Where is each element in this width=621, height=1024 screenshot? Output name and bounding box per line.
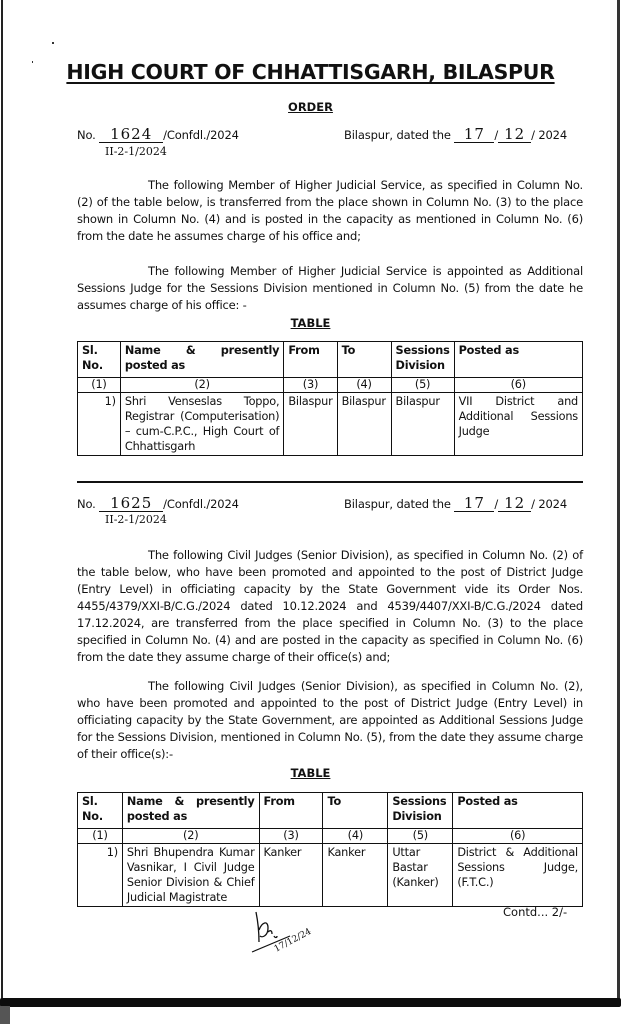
col-header-to: To (337, 342, 391, 378)
column-number-row (78, 829, 583, 844)
table-row (78, 844, 583, 907)
col-header-posted-as: Posted as (454, 342, 582, 378)
column-number: (4) (323, 829, 388, 844)
column-number: (1) (78, 378, 121, 393)
cell-to: Bilaspur (337, 393, 391, 456)
col-header-sl-no: Sl. No. (78, 342, 121, 378)
col-header-sessions-division: Sessions Division (388, 793, 453, 829)
handwritten-day: 17 (463, 125, 485, 143)
dated-prefix: Bilaspur, dated the (344, 497, 451, 511)
handwritten-order-number: 1624 (110, 125, 153, 143)
col-header-from: From (259, 793, 323, 829)
col-header-sessions-division: Sessions Division (391, 342, 454, 378)
column-number: (5) (391, 378, 454, 393)
handwritten-order-number: 1625 (110, 494, 153, 512)
handwritten-month: 12 (504, 494, 526, 512)
cell-name: Shri Venseslas Toppo, Registrar (Computerisation) – cum-C.P.C., High Court of Chhattisgarh (120, 393, 283, 456)
order1-paragraph-2: The following Member of Higher Judicial Service is appointed as Additional Sessions Judge for the Sessions Division mentioned in Column No. (5) from the date he assumes charge of his office: - (77, 264, 583, 312)
order-no-prefix: No. (77, 128, 96, 142)
order2-paragraph-2: The following Civil Judges (Senior Division), as specified in Column No. (2), who have been promoted and appointed to the post of District Judge (Entry Level) in officiating capacity by the State Government, are appointed as Additional Sessions Judge for the Sessions Division, mentioned in Column No. (5), from the date they assume charge of their office(s):- (77, 679, 583, 761)
col-header-posted-as: Posted as (453, 793, 583, 829)
signature-icon (250, 908, 340, 962)
column-number: (6) (454, 378, 582, 393)
svg-text:17/12/24: 17/12/24 (272, 926, 314, 955)
section-divider (77, 481, 583, 483)
scan-speck (52, 42, 54, 44)
cell-sl-no: 1) (78, 393, 121, 456)
col-header-sl-no: Sl. No. (78, 793, 123, 829)
order-no-suffix: /Confdl./2024 (163, 128, 239, 142)
table-header-row (78, 793, 583, 829)
column-number: (5) (388, 829, 453, 844)
cell-name: Shri Bhupendra Kumar Vasnikar, I Civil Judge Senior Division & Chief Judicial Magistrate (122, 844, 259, 907)
cell-posted-as: VII District and Additional Sessions Judge (454, 393, 582, 456)
col-header-name: Name & presently posted as (122, 793, 259, 829)
cell-sessions-division: Bilaspur (391, 393, 454, 456)
order1-table (77, 341, 583, 456)
order-no-blank (99, 496, 163, 512)
scan-border-bottom (0, 998, 621, 1007)
order1-number-line (77, 127, 239, 144)
handwritten-month: 12 (504, 125, 526, 143)
cell-to: Kanker (323, 844, 388, 907)
order2-paragraph-1: The following Civil Judges (Senior Division), as specified in Column No. (2) of the table below, who have been promoted and appointed to the post of District Judge (Entry Level) in officiating capacity by the State Government vide its Order Nos. 4455/4379/XXI-B/C.G./2024 dated 10.12.2024 and 4539/4407/XXI-B/C.G./2024 dated 17.12.2024, are transferred from the place specified in Column No. (3) to the place specified in Column No. (4) and are posted in the capacity as specified in Column No. (6) from the date they assume charge of their office(s) and; (77, 548, 583, 664)
scan-shadow (0, 1006, 10, 1024)
col-header-to: To (323, 793, 388, 829)
order1-paragraph-1: The following Member of Higher Judicial Service, as specified in Column No. (2) of the table below, is transferred from the place shown in Column No. (3) to the place shown in Column No. (4) and is posted in the capacity as mentioned in Column No. (6) from the date he assumes charge of his office and; (77, 178, 583, 243)
date-year: / 2024 (531, 497, 568, 511)
cell-from: Bilaspur (284, 393, 337, 456)
col-header-name: Name & presently posted as (120, 342, 283, 378)
date-day-blank (454, 496, 494, 512)
continued-note: Contd... 2/- (503, 905, 568, 919)
cell-sl-no: 1) (78, 844, 123, 907)
date-month-blank (498, 127, 531, 143)
scan-border-right (617, 0, 620, 1003)
table-header-row (78, 342, 583, 378)
order-no-suffix: /Confdl./2024 (163, 497, 239, 511)
column-number: (2) (120, 378, 283, 393)
cell-from: Kanker (259, 844, 323, 907)
order2-number-line (77, 496, 239, 513)
date-year: / 2024 (531, 128, 568, 142)
order-no-prefix: No. (77, 497, 96, 511)
col-header-from: From (284, 342, 337, 378)
dated-prefix: Bilaspur, dated the (344, 128, 451, 142)
date-month-blank (498, 496, 531, 512)
order2-date-line: Bilaspur, dated the 17 / 12 / 2024 (344, 494, 568, 512)
order-no-blank (99, 127, 163, 143)
handwritten-day: 17 (463, 494, 485, 512)
order1-date-line: Bilaspur, dated the 17 / 12 / 2024 (344, 125, 568, 143)
column-number: (1) (78, 829, 123, 844)
order2-table (77, 792, 583, 907)
order-heading: ORDER (288, 100, 333, 114)
column-number: (3) (284, 378, 337, 393)
date-day-blank (454, 127, 494, 143)
cell-posted-as: District & Additional Sessions Judge, (F.T.C.) (453, 844, 583, 907)
order1-table-label: TABLE (290, 316, 331, 330)
column-number: (6) (453, 829, 583, 844)
column-number: (2) (122, 829, 259, 844)
file-reference: II-2-1/2024 (105, 513, 167, 526)
scan-border-left (1, 0, 3, 1003)
order2-table-label: TABLE (290, 766, 331, 780)
table-row (78, 393, 583, 456)
court-title: HIGH COURT OF CHHATTISGARH, BILASPUR (66, 60, 555, 84)
column-number: (3) (259, 829, 323, 844)
column-number-row (78, 378, 583, 393)
cell-sessions-division: Uttar Bastar (Kanker) (388, 844, 453, 907)
file-reference: II-2-1/2024 (105, 145, 167, 158)
column-number: (4) (337, 378, 391, 393)
